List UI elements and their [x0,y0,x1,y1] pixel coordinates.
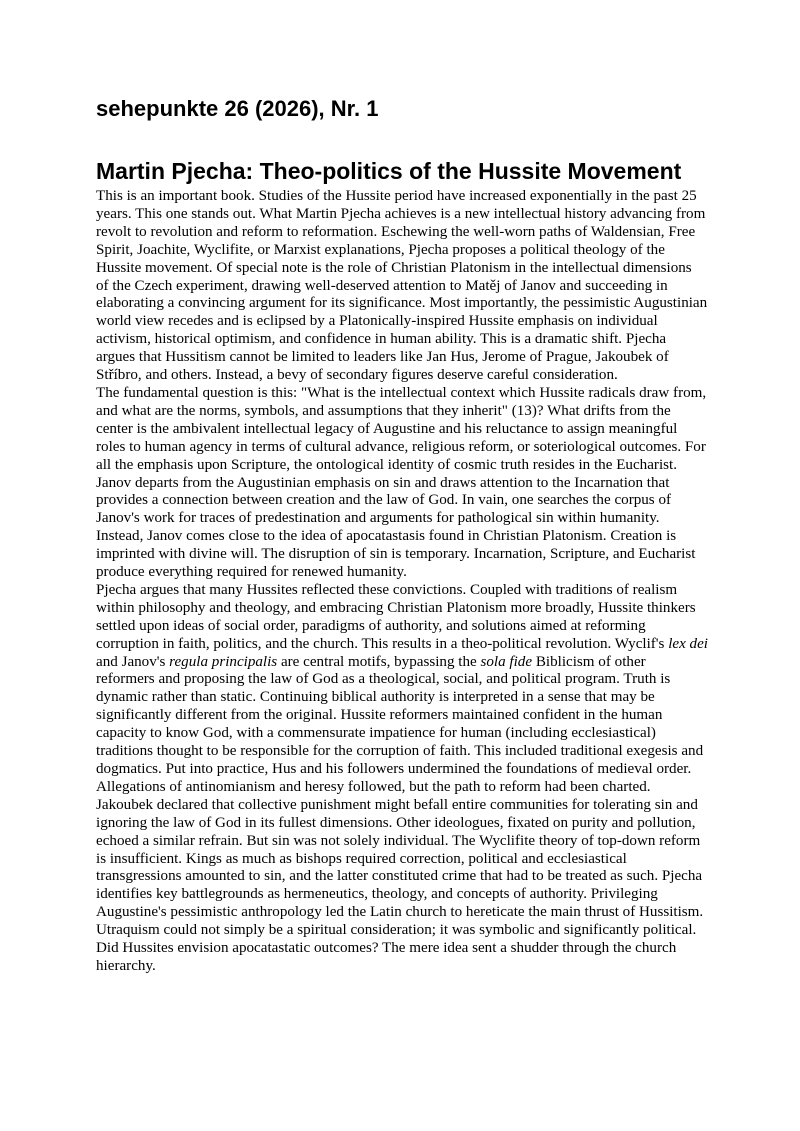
term-sola-fide: sola fide [480,653,533,670]
paragraph-3-text-c: and Janov's [96,653,170,670]
term-regula-principalis: regula principalis [169,653,278,670]
paragraph-3-text-g: Biblicism of other reformers and proposing the law of God as a theological, social, and political program. Truth is dynamic rather than static. Continuing biblical authority is interpreted in a sense that may be significantly different from the original. Hussite reformers maintained confident in the human capacity to know God, with a commensurate impatience for human (including ecclesiastical) traditions thought to be responsible for the corruption of faith. This included traditional exegesis and dogmatics. Put into practice, Hus and his followers undermined the foundations of medieval order. Allegations of antinomianism and heresy followed, but the path to reform had been charted. [96,653,704,795]
paragraph-2: The fundamental question is this: "What is the intellectual context which Hussite radicals draw from, and what are the norms, symbols, and assumptions that they inherit" (13)? What drifts from the center is the ambivalent intellectual legacy of Augustine and his reluctance to assign meaningful roles to human agency in terms of cultural advance, religious reform, or soteriological outcomes. For all the emphasis upon Scripture, the ontological identity of cosmic truth resides in the Eucharist. Janov departs from the Augustinian emphasis on sin and draws attention to the Incarnation that provides a connection between creation and the law of God. In vain, one searches the corpus of Janov's work for traces of predestination and arguments for pathological sin within humanity. Instead, Janov comes close to the idea of apocatastasis found in Christian Platonism. Creation is imprinted with divine will. The disruption of sin is temporary. Incarnation, Scripture, and Eucharist produce everything required for renewed humanity. [96,384,707,581]
journal-issue-heading: sehepunkte 26 (2026), Nr. 1 [96,96,379,121]
document-page [96,92,708,976]
paragraph-4: Jakoubek declared that collective punishment might befall entire communities for tolerating sin and ignoring the law of God in its fullest dimensions. Other ideologues, fixated on purity and pollution, echoed a similar refrain. But sin was not solely individual. The Wyclifite theory of top-down reform is insufficient. Kings as much as bishops required correction, political and ecclesiastical transgressions amounted to sin, and the latter constituted crime that had to be treated as such. Pjecha identifies key battlegrounds as hermeneutics, theology, and concepts of authority. Privileging Augustine's pessimistic anthropology led the Latin church to hereticate the main thrust of Hussitism. Utraquism could not simply be a spiritual consideration; it was symbolic and significantly political. Did Hussites envision apocatastatic outcomes? The mere idea sent a shudder through the church hierarchy. [96,796,704,974]
paragraph-1: This is an important book. Studies of the Hussite period have increased exponentially in the past 25 years. This one stands out. What Martin Pjecha achieves is a new intellectual history advancing from revolt to revolution and reform to reformation. Eschewing the well-worn paths of Waldensian, Free Spirit, Joachite, Wyclifite, or Marxist explanations, Pjecha proposes a political theology of the Hussite movement. Of special note is the role of Christian Platonism in the intellectual dimensions of the Czech experiment, drawing well-deserved attention to Matěj of Janov and succeeding in elaborating a convincing argument for its significance. Most importantly, the pessimistic Augustinian world view recedes and is eclipsed by a Platonically-inspired Hussite emphasis on individual activism, historical optimism, and confidence in human ability. This is a dramatic shift. Pjecha argues that Hussitism cannot be limited to leaders like Jan Hus, Jerome of Prague, Jakoubek of Stříbro, and others. Instead, a bevy of secondary figures deserve careful consideration. [96,188,708,384]
review-title: Martin Pjecha: Theo-politics of the Hussite Movement [96,158,682,184]
paragraph-3-text-a: Pjecha argues that many Hussites reflected these convictions. Coupled with traditions of realism within philosophy and theology, and embracing Christian Platonism more broadly, Hussite thinkers settled upon ideas of social order, paradigms of authority, and solutions aimed at reforming corruption in faith, politics, and the church. This results in a theo-political revolution. Wyclif's [96,581,696,652]
paragraph-3-text-e: are central motifs, bypassing the [277,653,481,670]
term-lex-dei: lex dei [668,635,708,652]
paragraph-3 [96,582,708,797]
review-body [96,188,708,976]
